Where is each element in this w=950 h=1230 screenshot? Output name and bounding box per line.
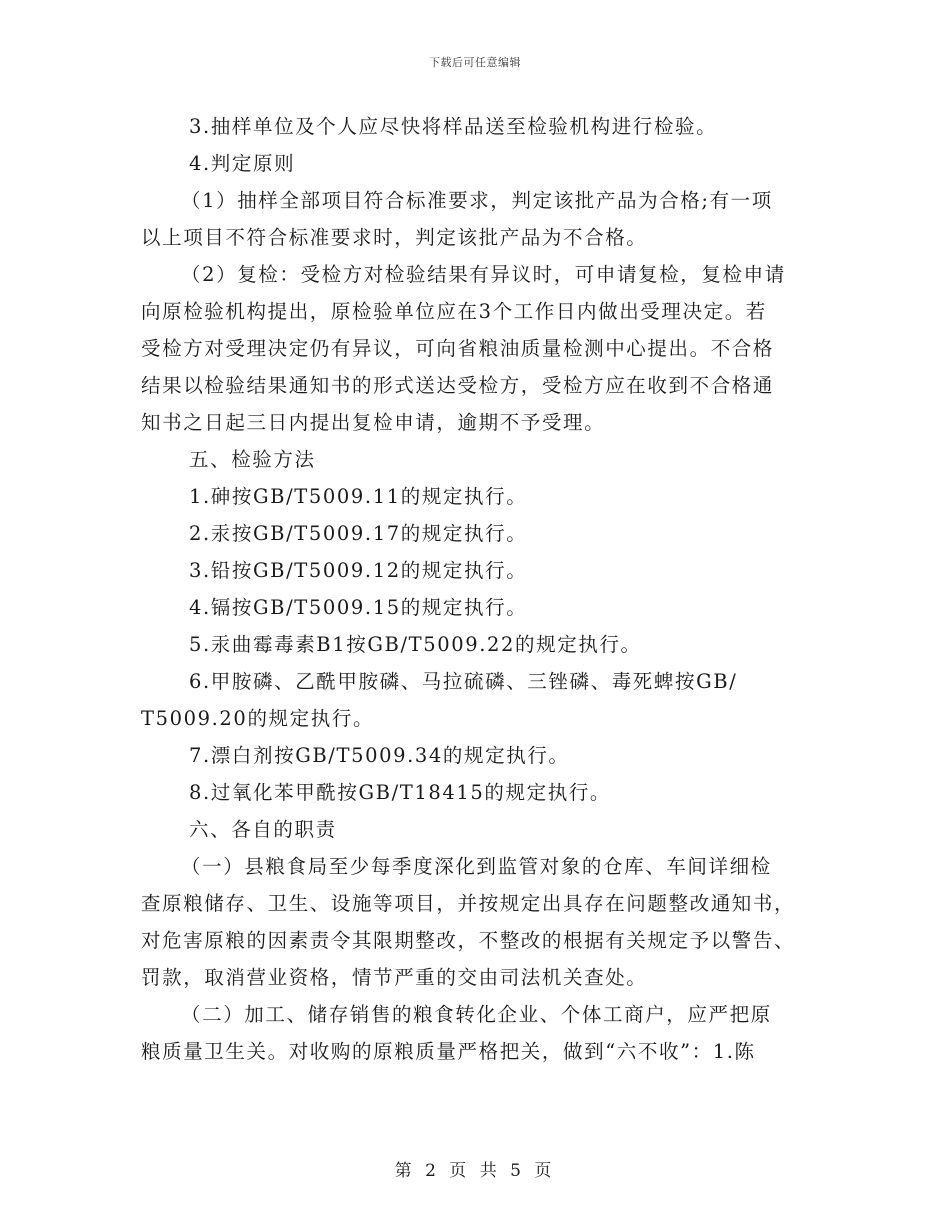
page-number: 第 2 页 共 5 页 bbox=[394, 1161, 556, 1181]
paragraph-line: （2）复检：受检方对检验结果有异议时，可申请复检，复检申请 bbox=[181, 263, 786, 286]
list-item: T5009.20的规定执行。 bbox=[141, 707, 375, 730]
list-item: 6.甲胺磷、乙酰甲胺磷、马拉硫磷、三锉磷、毒死蜱按GB/ bbox=[189, 670, 738, 693]
paragraph-line: （一）县粮食局至少每季度深化到监管对象的仓库、车间详细检 bbox=[181, 855, 772, 878]
section-heading: 六、各自的职责 bbox=[189, 818, 337, 841]
section-heading: 4.判定原则 bbox=[189, 152, 296, 175]
paragraph-line: （二）加工、储存销售的粮食转化企业、个体工商户，应严把原 bbox=[181, 1003, 772, 1026]
header-note: 下载后可任意编辑 bbox=[429, 56, 521, 69]
list-item: 7.漂白剂按GB/T5009.34的规定执行。 bbox=[189, 744, 570, 767]
list-item: 1.砷按GB/T5009.11的规定执行。 bbox=[189, 485, 528, 508]
list-item: 8.过氧化苯甲酰按GB/T18415的规定执行。 bbox=[189, 781, 612, 804]
paragraph-line: 结果以检验结果通知书的形式送达受检方，受检方应在收到不合格通 bbox=[141, 374, 775, 397]
paragraph-line: （1）抽样全部项目符合标准要求，判定该批产品为合格;有一项 bbox=[181, 189, 773, 212]
list-item: 5.汞曲霉毒素B1按GB/T5009.22的规定执行。 bbox=[189, 633, 642, 656]
list-item: 4.镉按GB/T5009.15的规定执行。 bbox=[189, 596, 528, 619]
paragraph-line: 罚款，取消营业资格，情节严重的交由司法机关查处。 bbox=[141, 966, 648, 989]
paragraph-line: 以上项目不符合标准要求时，判定该批产品为不合格。 bbox=[141, 226, 648, 249]
paragraph-line: 查原粮储存、卫生、设施等项目，并按规定出具存在问题整改通知书， bbox=[141, 892, 796, 915]
paragraph-line: 对危害原粮的因素责令其限期整改，不整改的根据有关规定予以警告、 bbox=[141, 929, 796, 952]
paragraph-line: 粮质量卫生关。对收购的原粮质量严格把关，做到“六不收”：1.陈 bbox=[141, 1040, 756, 1063]
paragraph-line: 3.抽样单位及个人应尽快将样品送至检验机构进行检验。 bbox=[189, 115, 718, 138]
paragraph-line: 知书之日起三日内提出复检申请，逾期不予受理。 bbox=[141, 411, 606, 434]
paragraph-line: 受检方对受理决定仍有异议，可向省粮油质量检测中心提出。不合格 bbox=[141, 337, 775, 360]
section-heading: 五、检验方法 bbox=[189, 448, 316, 471]
list-item: 3.铅按GB/T5009.12的规定执行。 bbox=[189, 559, 528, 582]
document-body bbox=[141, 108, 809, 1070]
list-item: 2.汞按GB/T5009.17的规定执行。 bbox=[189, 522, 528, 545]
paragraph-line: 向原检验机构提出，原检验单位应在3个工作日内做出受理决定。若 bbox=[141, 300, 767, 323]
